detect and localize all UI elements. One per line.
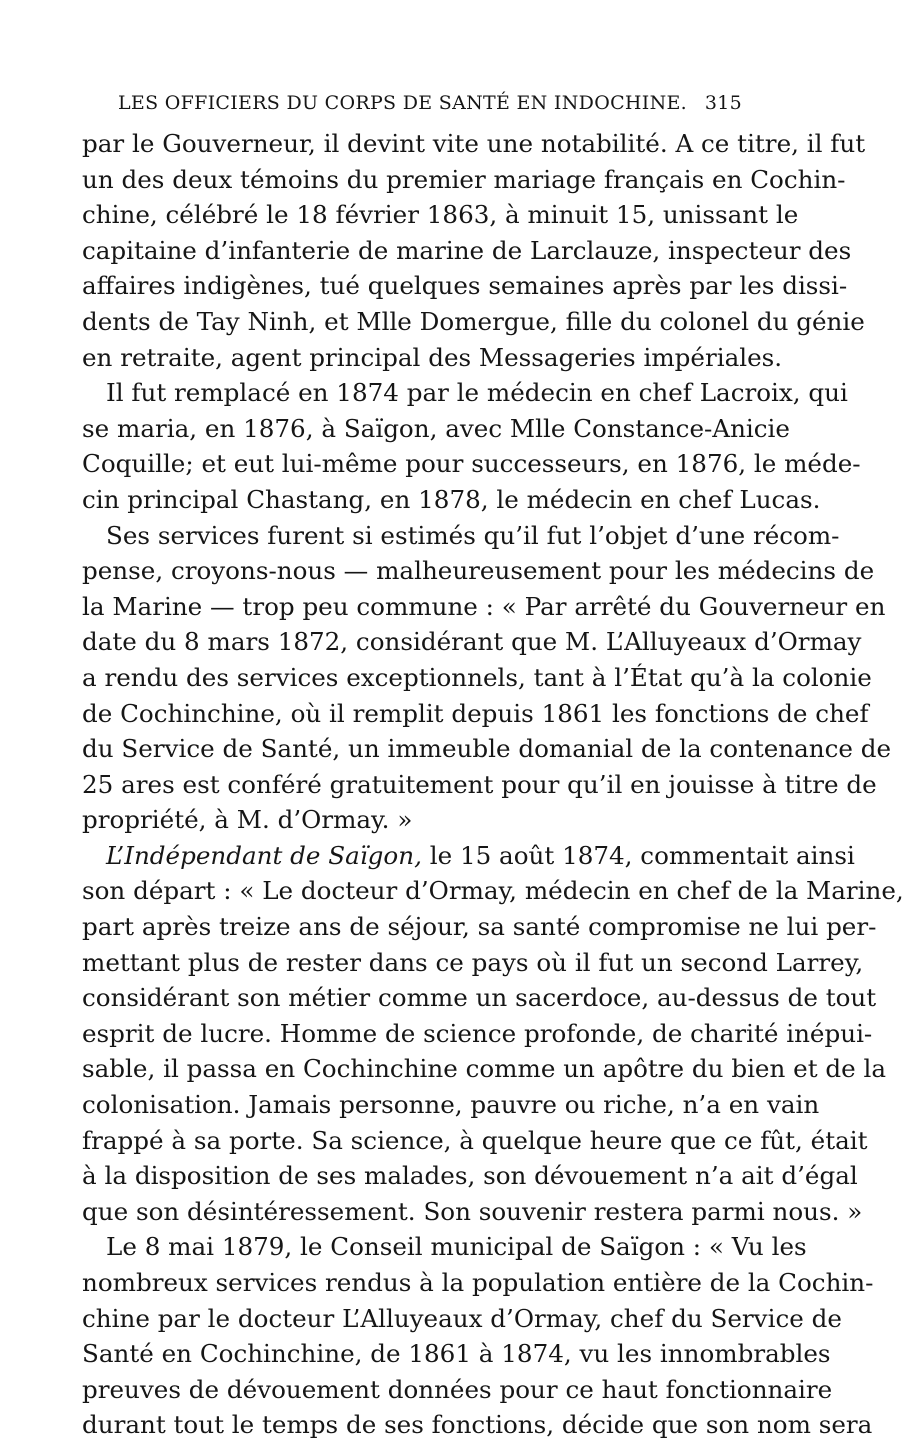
text-line: pense, croyons-nous — malheureusement pour les médecins de — [82, 556, 875, 586]
text-line: a rendu des services exceptionnels, tant à l’État qu’à la colonie — [82, 662, 872, 692]
text-line: que son désintéressement. Son souvenir restera parmi nous. » — [82, 1196, 863, 1226]
text-line: en retraite, agent principal des Messageries impériales. — [82, 342, 783, 372]
text-line: capitaine d’infanterie de marine de Larclauze, inspecteur des — [82, 235, 852, 265]
text-line: durant tout le temps de ses fonctions, décide que son nom sera — [82, 1410, 873, 1440]
running-header — [118, 92, 742, 122]
text-line: affaires indigènes, tué quelques semaines après par les dissi- — [82, 271, 848, 301]
body-text — [82, 126, 904, 1440]
text-line: chine par le docteur L’Alluyeaux d’Ormay, chef du Service de — [82, 1303, 842, 1333]
paragraph-start-line: Ses services furent si estimés qu’il fut l’objet d’une récom- — [106, 520, 840, 550]
paragraph-start-line: Il fut remplacé en 1874 par le médecin en chef Lacroix, qui — [106, 378, 848, 408]
newspaper-title: L’Indépendant de Saïgon, — [106, 840, 422, 870]
text-line: nombreux services rendus à la population entière de la Cochin- — [82, 1268, 874, 1297]
text-line: 25 ares est conféré gratuitement pour qu’il en jouisse à titre de — [82, 769, 877, 799]
text-line: à la disposition de ses malades, son dévouement n’a ait d’égal — [82, 1161, 858, 1191]
text-line: cin principal Chastang, en 1878, le médecin en chef Lucas. — [82, 484, 821, 514]
text-line: se maria, en 1876, à Saïgon, avec Mlle Constance-Anicie — [82, 413, 790, 443]
text-line: preuves de dévouement données pour ce haut fonctionnaire — [82, 1374, 833, 1404]
text-line: de Cochinchine, où il remplit depuis 1861 les fonctions de chef — [82, 698, 869, 728]
text-line: part après treize ans de séjour, sa santé compromise ne lui per- — [82, 912, 877, 942]
text-line: Coquille; et eut lui-même pour successeurs, en 1876, le méde- — [82, 449, 861, 479]
paragraph-start-line: Le 8 mai 1879, le Conseil municipal de Saïgon : « Vu les — [106, 1232, 807, 1262]
text-line: frappé à sa porte. Sa science, à quelque heure que ce fût, était — [82, 1125, 868, 1155]
text-line: un des deux témoins du premier mariage français en Cochin- — [82, 164, 846, 194]
text-line: propriété, à M. d’Ormay. » — [82, 805, 413, 835]
text-line: colonisation. Jamais personne, pauvre ou riche, n’a en vain — [82, 1090, 820, 1120]
header-title: LES OFFICIERS DU CORPS DE SANTÉ EN INDOCHINE. — [118, 92, 688, 114]
text-line: Santé en Cochinchine, de 1861 à 1874, vu les innombrables — [82, 1339, 831, 1369]
text-line: son départ : « Le docteur d’Ormay, médecin en chef de la Marine, — [82, 876, 904, 906]
text-line: chine, célébré le 18 février 1863, à minuit 15, unissant le — [82, 200, 799, 230]
text-line: mettant plus de rester dans ce pays où il fut un second Larrey, — [82, 947, 864, 977]
text-line: la Marine — trop peu commune : « Par arrêté du Gouverneur en — [82, 591, 886, 621]
text-line: considérant son métier comme un sacerdoce, au-dessus de tout — [82, 983, 877, 1013]
text-line: sable, il passa en Cochinchine comme un apôtre du bien et de la — [82, 1054, 887, 1084]
text-line: date du 8 mars 1872, considérant que M. L’Alluyeaux d’Ormay — [82, 627, 862, 657]
text-line: dents de Tay Ninh, et Mlle Domergue, fille du colonel du génie — [82, 306, 865, 336]
page-number: 315 — [704, 92, 742, 114]
text-line: par le Gouverneur, il devint vite une notabilité. A ce titre, il fut — [82, 129, 866, 158]
paragraph-start-line — [82, 838, 855, 874]
line-continuation: le 15 août 1874, commentait ainsi — [421, 840, 855, 870]
text-line: du Service de Santé, un immeuble domanial de la contenance de — [82, 734, 892, 764]
text-line: esprit de lucre. Homme de science profonde, de charité inépui- — [82, 1018, 873, 1048]
